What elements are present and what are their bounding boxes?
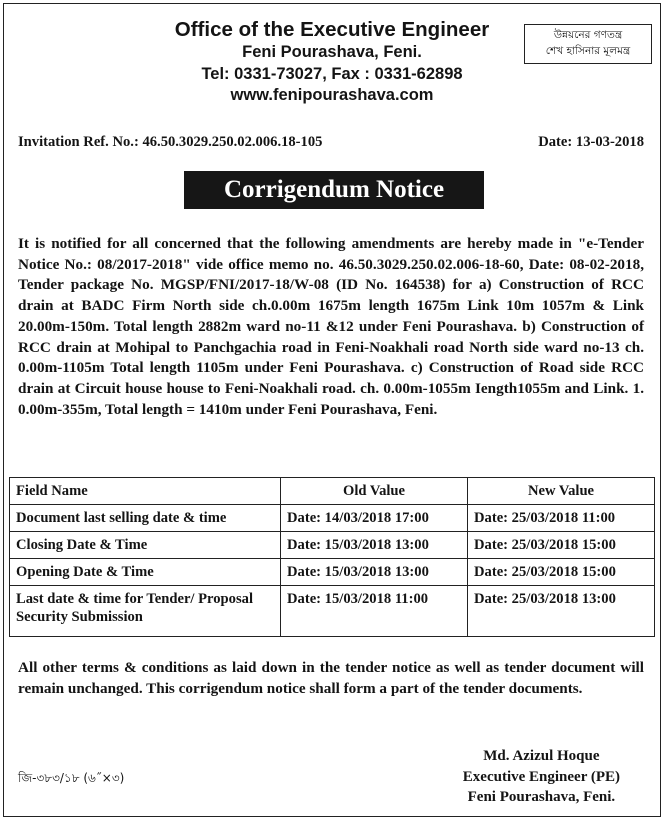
old-value-cell: Date: 14/03/2018 17:00 — [281, 505, 468, 532]
signatory-designation: Executive Engineer (PE) — [462, 768, 620, 785]
office-location: Feni Pourashava, Feni. — [242, 43, 422, 61]
slogan-line-2: শেখ হাসিনার মূলমন্ত্র — [545, 45, 631, 57]
slogan-line-1: উন্নয়নের গণতন্ত্র — [553, 29, 623, 41]
signatory-name: Md. Azizul Hoque — [483, 748, 600, 764]
old-value-cell: Date: 15/03/2018 13:00 — [281, 532, 468, 559]
header-old-value: Old Value — [281, 478, 468, 505]
body-paragraph: It is notified for all concerned that the following amendments are hereby made in "e-Tender Notice No.: 08/2017-2018" vide office memo no. 46.50.3029.250.02.006-18-60, Date: 08-02-2018, Tender package No. MGSP/FNI/2017-18/W-08 (ID No. 164538) for a) Construction of RCC drain at BADC Firm North side ch.0.00m 1675m length 1675m Link 10m 1057m & Link 20.00m-150m. Total length 2882m ward no-11 &12 under Feni Pourashava. b) Construction of RCC drain at Mohipal to Panchgachia road in Feni-Noakhali road North side ward no-13 ch. 0.00m-1105m Total length 1105m under Feni Pourashava. c) Construction of Road side RCC drain at Circuit house house to Feni-Noakhali road. ch. 0.00m-1055m Iength1055m and Link. 1. 0.00m-355m, Total length = 1410m under Feni Pourashava, Feni. — [18, 235, 644, 418]
publication-code: জি-৩৮৩/১৮ (৬˝×৩) — [18, 771, 125, 785]
notice-date: Date: 13-03-2018 — [538, 134, 644, 150]
old-value-cell: Date: 15/03/2018 11:00 — [281, 586, 468, 637]
amendment-table — [9, 477, 655, 637]
old-value-cell: Date: 15/03/2018 13:00 — [281, 559, 468, 586]
slogan-box — [524, 24, 652, 64]
office-website: www.fenipourashava.com — [230, 86, 434, 104]
signatory-office: Feni Pourashava, Feni. — [467, 789, 616, 805]
header-field-name: Field Name — [10, 478, 281, 505]
new-value-cell: Date: 25/03/2018 15:00 — [468, 559, 655, 586]
reference-number: Invitation Ref. No.: 46.50.3029.250.02.006.18-105 — [18, 134, 323, 150]
field-name-cell: Closing Date & Time — [10, 532, 281, 559]
notice-page — [3, 3, 661, 817]
new-value-cell: Date: 25/03/2018 11:00 — [468, 505, 655, 532]
notice-title: Corrigendum Notice — [184, 171, 484, 209]
new-value-cell: Date: 25/03/2018 13:00 — [468, 586, 655, 637]
table-row — [10, 505, 655, 532]
field-name-cell: Opening Date & Time — [10, 559, 281, 586]
table-row — [10, 559, 655, 586]
office-title: Office of the Executive Engineer — [174, 18, 490, 41]
header-new-value: New Value — [468, 478, 655, 505]
table-header-row — [10, 478, 655, 505]
closing-paragraph: All other terms & conditions as laid down in the tender notice as well as tender document will remain unchanged. This corrigendum notice shall form a part of the tender documents. — [18, 659, 644, 697]
field-name-cell: Document last selling date & time — [10, 505, 281, 532]
table-row — [10, 586, 655, 637]
office-phone: Tel: 0331-73027, Fax : 0331-62898 — [201, 64, 463, 83]
new-value-cell: Date: 25/03/2018 15:00 — [468, 532, 655, 559]
field-name-cell: Last date & time for Tender/ Proposal Security Submission — [10, 586, 281, 637]
reference-row — [18, 134, 644, 151]
table-row — [10, 532, 655, 559]
signature-block — [463, 746, 620, 808]
